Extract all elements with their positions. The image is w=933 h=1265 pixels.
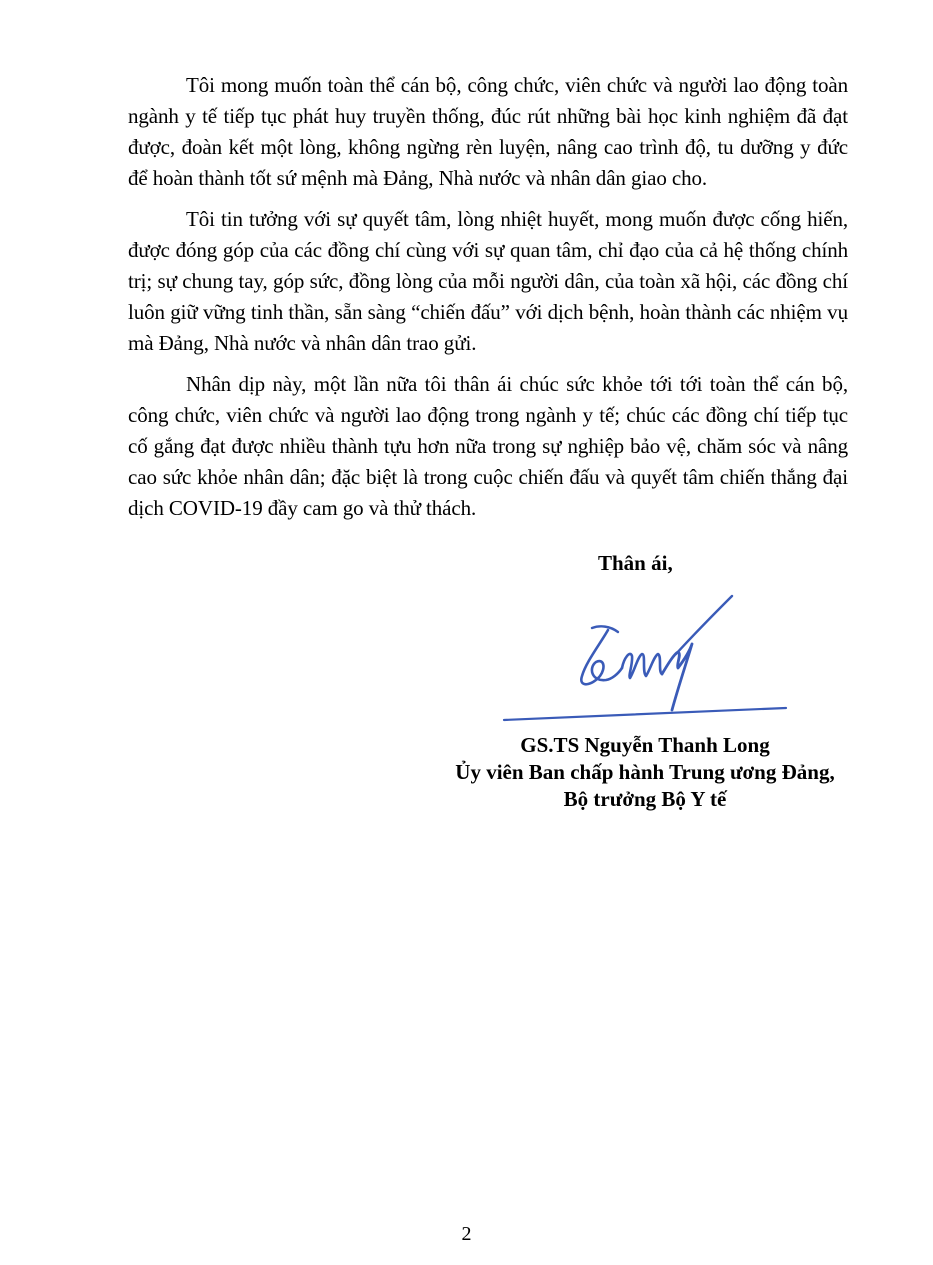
paragraph-confidence: Tôi tin tưởng với sự quyết tâm, lòng nhiệt huyết, mong muốn được cống hiến, được đóng góp của các đồng chí cùng với sự quan tâm, chỉ đạo của cả hệ thống chính trị; sự chung tay, góp sức, đồng lòng của mỗi người dân, của toàn xã hội, các đồng chí luôn giữ vững tinh thần, sẵn sàng “chiến đấu” với dịch bệnh, hoàn thành các nhiệm vụ mà Đảng, Nhà nước và nhân dân trao gửi. bbox=[128, 207, 848, 355]
closing-salutation: Thân ái, bbox=[598, 551, 673, 575]
paragraph-wishes: Tôi mong muốn toàn thể cán bộ, công chức, viên chức và người lao động toàn ngành y tế tiếp tục phát huy truyền thống, đúc rút những bài học kinh nghiệm đã đạt được, đoàn kết một lòng, không ngừng rèn luyện, nâng cao trình độ, tu dưỡng y đức để hoàn thành tốt sứ mệnh mà Đảng, Nhà nước và nhân dân giao cho. bbox=[128, 73, 848, 190]
handwritten-signature bbox=[500, 592, 790, 722]
signature-ink bbox=[500, 592, 790, 722]
signer-title-line-2: Bộ trưởng Bộ Y tế bbox=[563, 787, 727, 811]
paragraph-greetings: Nhân dịp này, một lần nữa tôi thân ái chúc sức khỏe tới tới toàn thể cán bộ, công chức, viên chức và người lao động trong ngành y tế; chúc các đồng chí tiếp tục cố gắng đạt được nhiều thành tựu hơn nữa trong sự nghiệp bảo vệ, chăm sóc và nâng cao sức khỏe nhân dân; đặc biệt là trong cuộc chiến đấu và quyết tâm chiến thắng đại dịch COVID-19 đầy cam go và thử thách. bbox=[128, 372, 848, 520]
signer-name: GS.TS Nguyễn Thanh Long bbox=[520, 733, 770, 757]
signer-block bbox=[380, 732, 910, 813]
signer-title-line-1: Ủy viên Ban chấp hành Trung ương Đảng, bbox=[455, 760, 835, 784]
page-number: 2 bbox=[461, 1223, 472, 1245]
letter-body bbox=[128, 70, 848, 534]
signature-strokes bbox=[504, 596, 786, 720]
